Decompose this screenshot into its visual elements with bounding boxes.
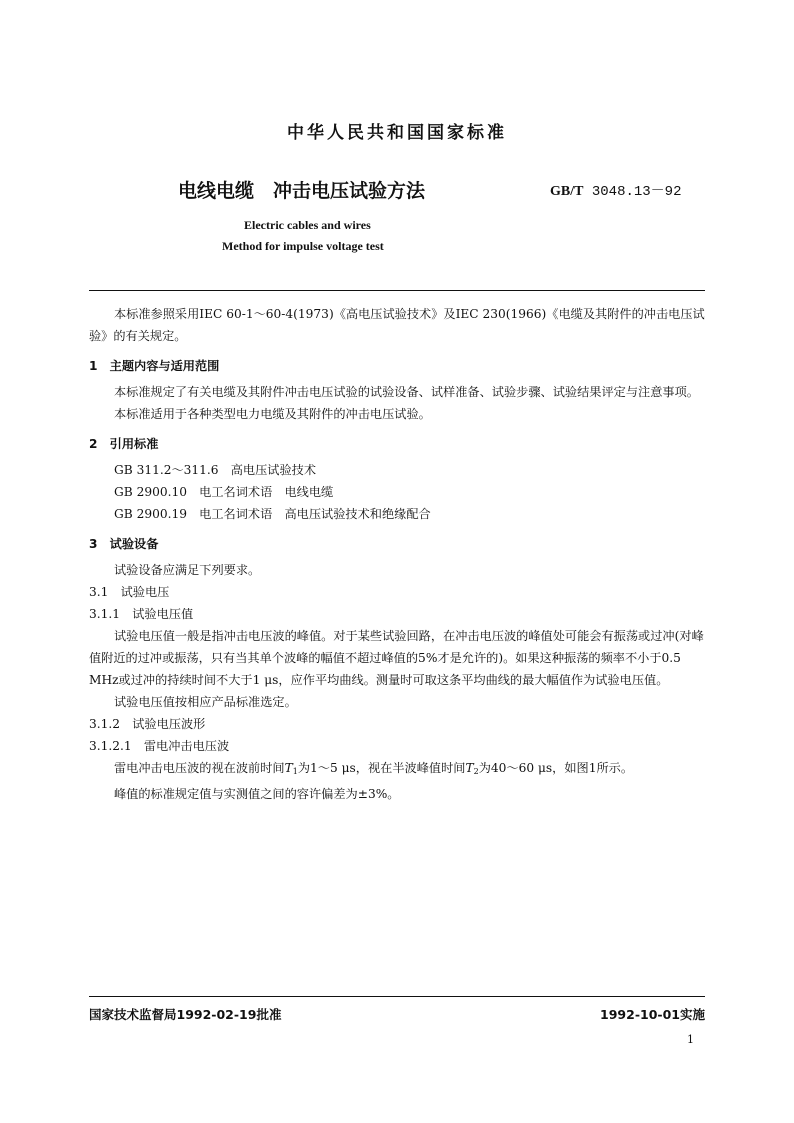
reference-item: GB 311.2～311.6 高电压试验技术: [114, 463, 317, 477]
standard-prefix: GB/T: [550, 184, 584, 199]
section1-paragraph2: 本标准适用于各种类型电力电缆及其附件的冲击电压试验。: [114, 407, 431, 421]
document-body: [89, 303, 705, 805]
implementation-date: 1992-10-01实施: [600, 1007, 705, 1022]
symbol-t1: T: [284, 761, 293, 775]
section2-heading: 2 引用标准: [89, 437, 159, 451]
subsection-3-1-2-1-heading: 3.1.2.1 雷电冲击电压波: [89, 739, 230, 753]
document-title-cn: 电线电缆 冲击电压试验方法: [178, 180, 426, 202]
subsection-3-1-2-1-paragraph1: [89, 757, 705, 783]
reference-item: GB 2900.19 电工名词术语 高电压试验技术和绝缘配合: [114, 507, 431, 521]
page-number: 1: [687, 1033, 694, 1046]
document-title-en-line2: Method for impulse voltage test: [222, 239, 384, 253]
subsection-3-1-1-paragraph1: 试验电压值一般是指冲击电压波的峰值。对于某些试验回路，在冲击电压波的峰值处可能会有振荡或过冲(对峰值附近的过冲或振荡，只有当其单个波峰的幅值不超过峰值的5%才是允许的)。如果这种振荡的频率不小于0.5 MHz或过冲的持续时间不大于1 μs，应作平均曲线。测量时可取这条平均曲线的最大幅值作为试验电压值。: [89, 629, 704, 687]
standard-number: 3048.13－92: [591, 184, 682, 200]
intro-paragraph: 本标准参照采用IEC 60-1～60-4(1973)《高电压试验技术》及IEC 230(1966)《电缆及其附件的冲击电压试验》的有关规定。: [89, 307, 705, 343]
standard-code: [550, 180, 682, 200]
paragraph-text: 雷电冲击电压波的视在波前时间: [114, 761, 285, 775]
section3-paragraph1: 试验设备应满足下列要求。: [114, 563, 261, 577]
section1-paragraph1: 本标准规定了有关电缆及其附件冲击电压试验的试验设备、试样准备、试验步骤、试验结果评定与注意事项。: [114, 385, 699, 399]
paragraph-text: 为40～60 μs，如图1所示。: [478, 761, 634, 775]
national-standard-label: 中华人民共和国国家标准: [287, 123, 507, 143]
symbol-t2: T: [465, 761, 474, 775]
paragraph-text: 为1～5 μs，视在半波峰值时间: [297, 761, 466, 775]
section3-heading: 3 试验设备: [89, 537, 159, 551]
footer-divider: [89, 996, 705, 997]
document-title-en-line1: Electric cables and wires: [244, 218, 371, 232]
subsection-3-1-2-heading: 3.1.2 试验电压波形: [89, 717, 206, 731]
reference-item: GB 2900.10 电工名词术语 电线电缆: [114, 485, 334, 499]
subsection-3-1-heading: 3.1 试验电压: [89, 585, 170, 599]
subsection-3-1-1-heading: 3.1.1 试验电压值: [89, 607, 194, 621]
subscript-2: 2: [473, 767, 479, 776]
header-divider: [89, 290, 705, 291]
subsection-3-1-1-paragraph2: 试验电压值按相应产品标准选定。: [114, 695, 297, 709]
section1-heading: 1 主题内容与适用范围: [89, 359, 220, 373]
subsection-3-1-2-1-paragraph2: 峰值的标准规定值与实测值之间的容许偏差为±3%。: [114, 787, 400, 801]
approval-date: 国家技术监督局1992-02-19批准: [89, 1007, 282, 1022]
subscript-1: 1: [292, 767, 298, 776]
